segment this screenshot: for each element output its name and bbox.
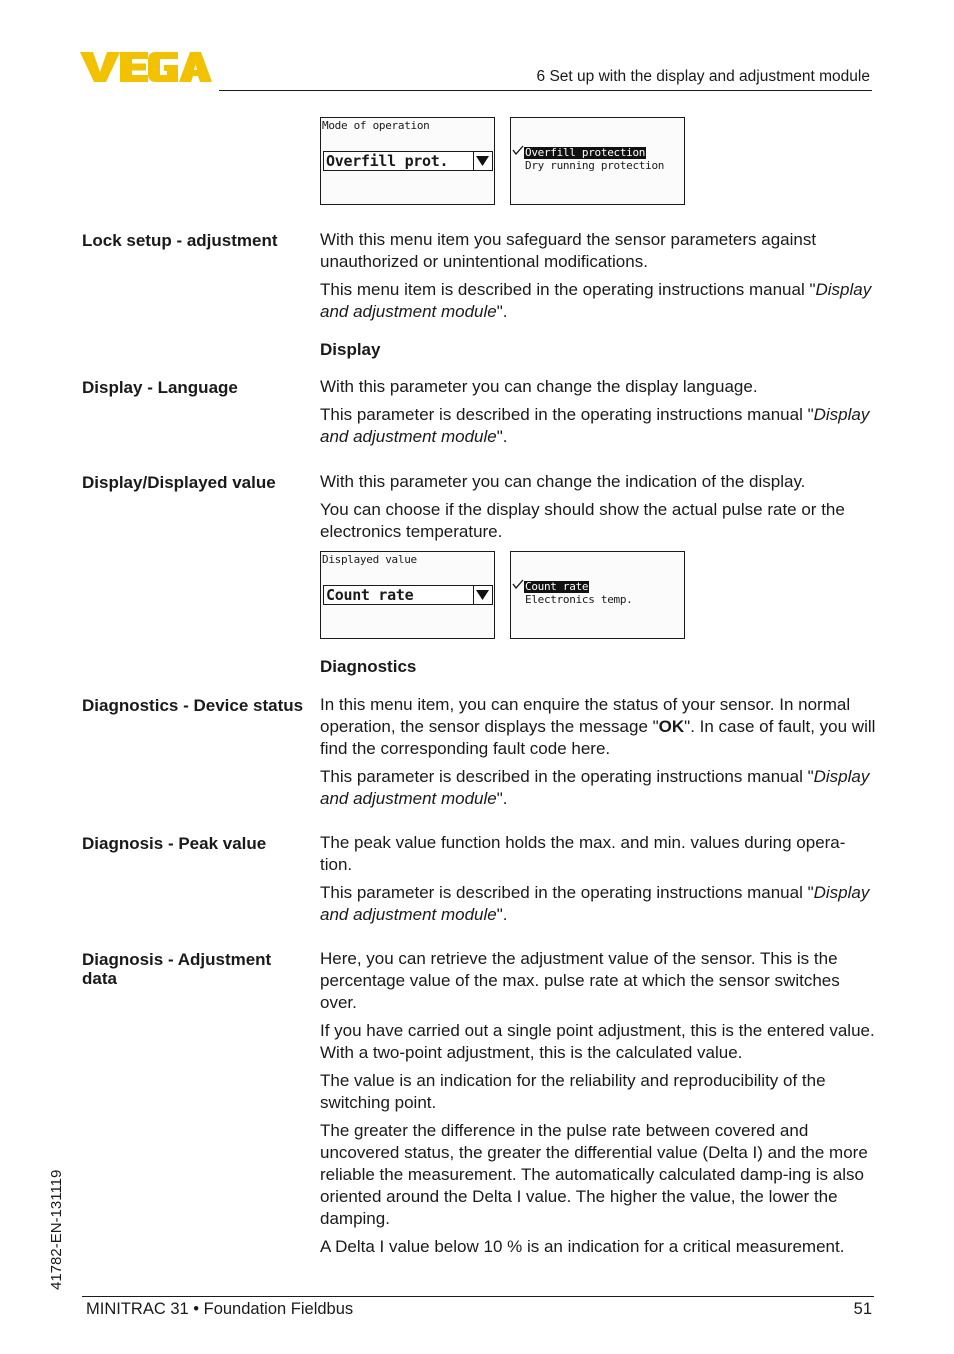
paragraph: If you have carried out a single point adjustment, this is the entered value. With a two-point adjustment, this is the calculated value. bbox=[320, 1021, 875, 1062]
page-number: 51 bbox=[853, 1300, 872, 1318]
lcd-mode-of-operation bbox=[320, 117, 495, 205]
display-language-text bbox=[320, 376, 876, 454]
label-device-status: Diagnostics - Device status bbox=[82, 696, 304, 715]
paragraph: This parameter is described in the operating instructions manual "Display and adjustment module". bbox=[320, 767, 870, 808]
lcd-displayed-value-options bbox=[510, 551, 685, 639]
paragraph: With this parameter you can change the display language. bbox=[320, 377, 758, 396]
option-selected[interactable]: Count rate bbox=[525, 580, 589, 593]
lcd-displayed-value bbox=[320, 551, 495, 639]
lock-setup-text bbox=[320, 229, 876, 329]
displayed-value-text bbox=[320, 471, 876, 549]
paragraph: With this menu item you safeguard the sensor parameters against unauthorized or unintentional modifications. bbox=[320, 230, 817, 271]
lcd-mode-options bbox=[510, 117, 685, 205]
paragraph: You can choose if the display should show the actual pulse rate or the electronics temperature. bbox=[320, 500, 845, 541]
device-status-text bbox=[320, 694, 876, 816]
lcd-title: Displayed value bbox=[322, 553, 417, 566]
label-lock-setup: Lock setup - adjustment bbox=[82, 231, 278, 250]
header-section-title: 6 Set up with the display and adjustment module bbox=[536, 68, 870, 85]
paragraph: This menu item is described in the operating instructions manual "Display and adjustment module". bbox=[320, 280, 872, 321]
paragraph: The greater the difference in the pulse rate between covered and uncovered status, the greater the differential value (Delta I) and the more reliable the measurement. The automatically calculated damp-ing is also oriented around the Delta I value. The higher the value, the lower the damping. bbox=[320, 1121, 868, 1228]
chevron-down-icon bbox=[473, 586, 492, 604]
paragraph: With this parameter you can change the indication of the display. bbox=[320, 472, 806, 491]
paragraph: This parameter is described in the operating instructions manual "Display and adjustment module". bbox=[320, 405, 870, 446]
heading-diagnostics: Diagnostics bbox=[320, 657, 417, 676]
option-selected[interactable]: Overfill protection bbox=[525, 146, 646, 159]
mode-dropdown[interactable] bbox=[323, 151, 493, 171]
paragraph: This parameter is described in the operating instructions manual "Display and adjustment module". bbox=[320, 883, 870, 924]
chevron-down-icon bbox=[473, 152, 492, 170]
heading-display: Display bbox=[320, 340, 381, 359]
option-item[interactable]: Electronics temp. bbox=[525, 593, 633, 606]
paragraph: A Delta I value below 10 % is an indication for a critical measurement. bbox=[320, 1237, 845, 1256]
footer-product: MINITRAC 31 • Foundation Fieldbus bbox=[86, 1300, 354, 1318]
paragraph: The value is an indication for the reliability and reproducibility of the switching point. bbox=[320, 1071, 826, 1112]
checkmark-icon bbox=[512, 579, 524, 589]
document-code: 41782-EN-131119 bbox=[48, 1169, 65, 1290]
dropdown-value: Count rate bbox=[326, 586, 414, 604]
label-displayed-value: Display/Displayed value bbox=[82, 473, 276, 492]
checkmark-icon bbox=[512, 145, 524, 155]
paragraph: The peak value function holds the max. and min. values during opera-tion. bbox=[320, 833, 846, 874]
vega-logo bbox=[80, 50, 212, 84]
peak-value-text bbox=[320, 832, 876, 932]
dropdown-value: Overfill prot. bbox=[326, 152, 449, 170]
option-item[interactable]: Dry running protection bbox=[525, 159, 665, 172]
displayed-value-dropdown[interactable] bbox=[323, 585, 493, 605]
paragraph: Here, you can retrieve the adjustment value of the sensor. This is the percentage value of the max. pulse rate at which the sensor switches over. bbox=[320, 949, 840, 1012]
label-peak-value: Diagnosis - Peak value bbox=[82, 834, 267, 853]
adjustment-data-text bbox=[320, 948, 876, 1264]
lcd-title: Mode of operation bbox=[322, 119, 430, 132]
footer-divider bbox=[82, 1296, 874, 1297]
label-adjustment-data: Diagnosis - Adjustment data bbox=[82, 950, 272, 988]
paragraph: In this menu item, you can enquire the status of your sensor. In normal operation, the sensor displays the message "OK". In case of fault, you will find the corresponding fault code here. bbox=[320, 695, 876, 758]
header-divider bbox=[219, 90, 872, 91]
label-display-language: Display - Language bbox=[82, 378, 238, 397]
